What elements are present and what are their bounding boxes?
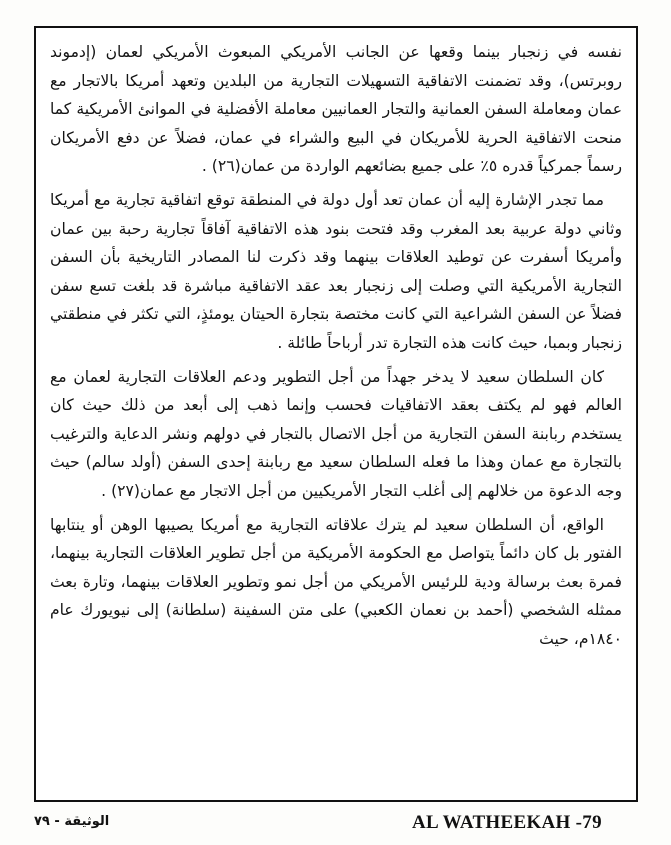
paragraph-3: كان السلطان سعيد لا يدخر جهداً من أجل التطوير ودعم العلاقات التجارية لعمان مع العالم فهو لم يكتف بعقد الاتفاقيات فحسب وإنما ذهب إلى أبعد من ذلك حيث كان يستخدم ربابنة السفن التجارية من أجل الاتصال بالتجار في دولهم ونشر الدعاية والترغيب بالتجارة مع عمان وهذا ما فعله السلطان سعيد مع ربابنة إحدى السفن (أولد سالم) حيث وجه الدعوة من خلالهم إلى أغلب التجار الأمريكيين من أجل الاتجار مع عمان(٢٧) . (50, 367, 622, 500)
page-footer (34, 812, 638, 836)
article-body (50, 38, 622, 653)
footer-english-page-number: AL WATHEEKAH -79 (412, 812, 602, 833)
paragraph-1: نفسه في زنجبار بينما وقعها عن الجانب الأمريكي المبعوث الأمريكي لعمان (إدموند روبرتس)، وقد تضمنت الاتفاقية التسهيلات التجارية من البلدين وتعهد أمريكا بالاتجار مع عمان ومعاملة السفن العمانية والتجار العمانيين معاملة الأفضلية في الموانئ الأمريكية كما منحت الاتفاقية الحرية للأمريكان في البيع والشراء في عمان، فضلاً عن دفع الأمريكان رسماً جمركياً قدره ٥٪ على جميع بضائعهم الواردة من عمان(٢٦) . (50, 43, 622, 176)
paragraph-2: مما تجدر الإشارة إليه أن عمان تعد أول دولة في المنطقة توقع اتفاقية تجارية مع أمريكا وثاني دولة عربية بعد المغرب وقد فتحت بنود هذه الاتفاقية آفاقاً تجارية رحبة بين عمان وأمريكا أسفرت عن توطيد العلاقات بينهما وقد ذكرت لنا المصادر التاريخية بأن السفن التجارية الأمريكية التي وصلت إلى زنجبار بعد عقد الاتفاقية مباشرة قد بلغت تسع سفن فضلاً عن السفن الشراعية التي كانت مختصة بتجارة الحيتان يومئذٍ، التي تكثر في منطقتي زنجبار وبمبا، حيث كانت هذه التجارة تدر أرباحاً طائلة . (50, 190, 622, 352)
paragraph-4: الواقع، أن السلطان سعيد لم يترك علاقاته التجارية مع أمريكا يصيبها الوهن أو ينتابها الفتور بل كان دائماً يتواصل مع الحكومة الأمريكية من أجل تطوير العلاقات التجارية بينهما، فمرة بعث برسالة ودية للرئيس الأمريكي من أجل نمو وتطوير العلاقات بينهما، وتارة بعث ممثله الشخصي (أحمد بن نعمان الكعبي) على متن السفينة (سلطانة) إلى نيويورك عام ١٨٤٠م، حيث (50, 515, 622, 648)
text-frame (34, 26, 638, 802)
footer-arabic-page-number: الوثيقة - ٧٩ (34, 814, 110, 829)
